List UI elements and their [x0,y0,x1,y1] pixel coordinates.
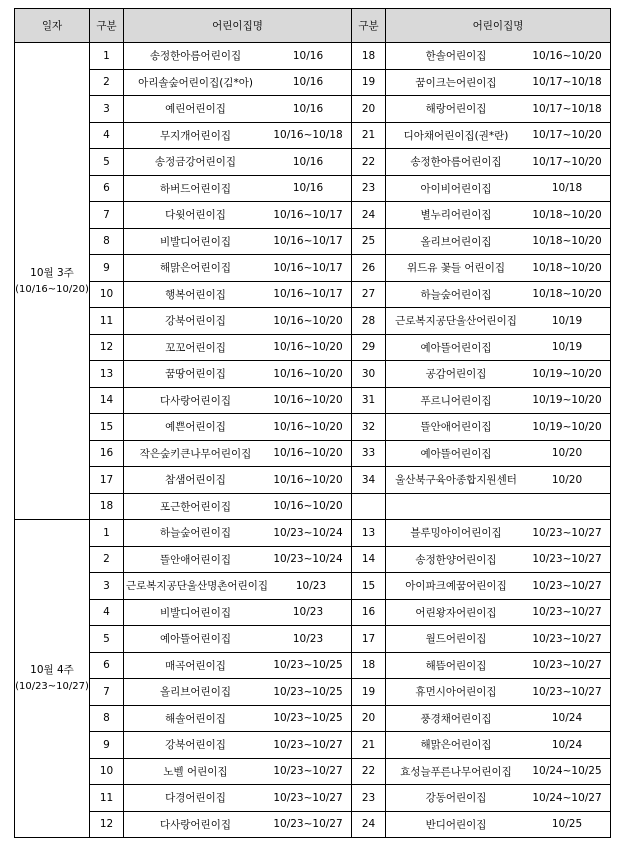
table-row [15,255,611,282]
row-number: 11 [90,785,124,812]
table-row [15,758,611,785]
daycare-name: 위드유 꽃들 어린이집 [407,262,505,275]
daycare-name: 다사랑어린이집 [159,394,231,407]
visit-date: 10/23~10/25 [273,659,343,672]
row-number: 18 [352,652,386,679]
daycare-cell [124,785,352,812]
daycare-name: 해솔어린이집 [165,712,226,725]
daycare-name: 아이비어린이집 [420,182,492,195]
visit-date: 10/16~10/20 [273,420,343,433]
daycare-name: 해맑은어린이집 [420,739,492,752]
daycare-name: 해랑어린이집 [425,103,487,116]
daycare-name: 하늘숲어린이집 [159,527,231,540]
visit-date: 10/16~10/18 [273,129,343,142]
row-number: 15 [90,414,124,441]
row-number: 2 [90,69,124,96]
visit-date: 10/16~10/20 [273,314,343,327]
daycare-name: 효성늘푸른나무어린이집 [400,765,512,778]
visit-date: 10/16~10/20 [532,49,602,62]
row-number: 27 [352,281,386,308]
daycare-name: 해맑은어린이집 [159,262,231,275]
daycare-name: 예아뜰어린이집 [420,341,492,354]
header-name-right: 어린이집명 [386,9,611,43]
visit-date: 10/23 [295,579,327,592]
visit-date: 10/17~10/18 [532,102,602,115]
row-number: 10 [90,758,124,785]
row-number: 18 [90,493,124,520]
header-row [15,9,611,43]
daycare-cell [124,520,352,547]
daycare-cell [386,255,611,282]
daycare-name: 아리솔숲어린이집(김*아) [138,76,253,89]
visit-date: 10/16 [292,76,324,89]
daycare-name: 푸르니어린이집 [420,394,492,407]
visit-date: 10/23~10/25 [273,685,343,698]
daycare-name: 송정한아름어린이집 [149,50,242,63]
visit-date: 10/16~10/20 [273,447,343,460]
daycare-cell [386,334,611,361]
row-number: 3 [90,573,124,600]
daycare-name: 꿈이크는어린이집 [415,76,497,89]
visit-date: 10/18~10/20 [532,235,602,248]
visit-date: 10/17~10/18 [532,76,602,89]
row-number [352,493,386,520]
visit-date: 10/23~10/27 [532,632,602,645]
daycare-name: 강북어린이집 [165,315,226,328]
daycare-cell [386,387,611,414]
week-cell [15,520,90,838]
visit-date: 10/18~10/20 [532,288,602,301]
visit-date: 10/16~10/20 [273,394,343,407]
visit-date: 10/19~10/20 [532,394,602,407]
daycare-cell [124,493,352,520]
visit-date: 10/24~10/25 [532,765,602,778]
daycare-cell [386,281,611,308]
table-row [15,43,611,70]
daycare-cell [386,149,611,176]
row-number: 6 [90,652,124,679]
visit-date: 10/16~10/20 [273,473,343,486]
visit-date: 10/18~10/20 [532,261,602,274]
daycare-cell [124,228,352,255]
table-row [15,599,611,626]
visit-date: 10/23~10/27 [532,526,602,539]
table-row [15,573,611,600]
row-number: 8 [90,228,124,255]
row-number: 33 [352,440,386,467]
visit-date: 10/24~10/27 [532,791,602,804]
row-number: 28 [352,308,386,335]
week-range: (10/16~10/20) [15,283,89,295]
daycare-cell [124,467,352,494]
daycare-name: 포근한어린이집 [159,500,231,513]
daycare-name: 반디어린이집 [425,818,487,831]
schedule-table [14,8,611,838]
table-row [15,467,611,494]
daycare-cell [386,69,611,96]
row-number: 6 [90,175,124,202]
week-label: 10월 3주 [30,266,74,279]
row-number: 9 [90,255,124,282]
visit-date: 10/24 [551,712,583,725]
daycare-cell [124,361,352,388]
daycare-name: 월드어린이집 [425,633,487,646]
daycare-name: 어린왕자어린이집 [415,606,497,619]
visit-date: 10/17~10/20 [532,155,602,168]
row-number: 9 [90,732,124,759]
visit-date: 10/23~10/27 [532,553,602,566]
daycare-name: 별누리어린이집 [420,209,492,222]
daycare-name: 작은숲키큰나무어린이집 [139,447,252,460]
daycare-name: 다경어린이집 [165,792,226,805]
row-number: 25 [352,228,386,255]
row-number: 7 [90,679,124,706]
table-row [15,361,611,388]
visit-date: 10/16 [292,49,324,62]
table-row [15,705,611,732]
daycare-name: 뜰안애어린이집 [159,553,231,566]
daycare-name: 예린어린이집 [165,103,226,116]
visit-date: 10/23~10/27 [273,791,343,804]
table-row [15,96,611,123]
table-row [15,626,611,653]
daycare-cell [124,546,352,573]
daycare-name: 꼬꼬어린이집 [165,341,226,354]
daycare-cell [386,43,611,70]
row-number: 20 [352,96,386,123]
row-number: 10 [90,281,124,308]
row-number: 17 [90,467,124,494]
row-number: 18 [352,43,386,70]
row-number: 12 [90,811,124,838]
daycare-cell [386,440,611,467]
visit-date: 10/23 [292,632,324,645]
row-number: 8 [90,705,124,732]
daycare-name: 예아뜰어린이집 [159,633,231,646]
visit-date: 10/16~10/17 [273,261,343,274]
daycare-cell [386,546,611,573]
row-number: 30 [352,361,386,388]
row-number: 16 [90,440,124,467]
visit-date: 10/16 [292,182,324,195]
row-number: 24 [352,202,386,229]
daycare-name: 매곡어린이집 [165,659,226,672]
table-row [15,69,611,96]
daycare-cell [386,732,611,759]
row-number: 22 [352,149,386,176]
table-row [15,387,611,414]
row-number: 3 [90,96,124,123]
daycare-cell [386,202,611,229]
daycare-cell [124,705,352,732]
daycare-cell [386,652,611,679]
visit-date: 10/23~10/25 [273,712,343,725]
row-number: 23 [352,785,386,812]
daycare-name: 강동어린이집 [425,792,487,805]
daycare-name: 송정한아름어린이집 [410,156,502,169]
daycare-cell [124,414,352,441]
row-number: 2 [90,546,124,573]
visit-date: 10/23~10/27 [532,685,602,698]
daycare-name: 블루밍아이어린이집 [410,527,502,540]
daycare-cell [124,652,352,679]
week-label: 10월 4주 [30,664,74,676]
daycare-cell [124,69,352,96]
daycare-cell [386,414,611,441]
visit-date: 10/18~10/20 [532,208,602,221]
row-number: 31 [352,387,386,414]
row-number: 1 [90,520,124,547]
daycare-name: 하늘숲어린이집 [420,288,492,301]
daycare-cell [124,175,352,202]
visit-date: 10/23~10/27 [532,659,602,672]
daycare-name: 디아채어린이집(권*란) [403,129,509,142]
visit-date: 10/24 [551,738,583,751]
daycare-name: 참샘어린이집 [165,474,226,487]
table-row [15,785,611,812]
daycare-name: 해뜸어린이집 [425,659,487,672]
daycare-cell [386,228,611,255]
visit-date: 10/19 [551,341,583,354]
table-row [15,149,611,176]
visit-date: 10/16 [292,155,324,168]
table-row [15,546,611,573]
daycare-name: 아이파크예꿈어린이집 [405,580,507,593]
visit-date: 10/23~10/24 [273,526,343,539]
visit-date: 10/23~10/27 [273,738,343,751]
row-number: 11 [90,308,124,335]
daycare-cell [386,493,611,520]
daycare-cell [124,202,352,229]
daycare-cell [386,361,611,388]
daycare-name: 울산북구육아종합지원센터 [395,474,517,487]
daycare-cell [386,573,611,600]
visit-date: 10/16~10/17 [273,288,343,301]
daycare-name: 행복어린이집 [165,288,226,301]
daycare-name: 휴먼시아어린이집 [415,686,497,699]
schedule-body [15,43,611,838]
table-row [15,652,611,679]
row-number: 4 [90,599,124,626]
header-name-left: 어린이집명 [124,9,352,43]
daycare-name: 다사랑어린이집 [159,818,231,831]
daycare-cell [386,626,611,653]
row-number: 12 [90,334,124,361]
daycare-cell [386,520,611,547]
daycare-name: 노벨 어린이집 [163,765,228,778]
daycare-cell [124,149,352,176]
daycare-name: 꿈땅어린이집 [165,368,226,381]
daycare-cell [386,811,611,838]
row-number: 26 [352,255,386,282]
row-number: 15 [352,573,386,600]
table-row [15,414,611,441]
row-number: 5 [90,149,124,176]
visit-date: 10/20 [551,447,583,460]
row-number: 13 [90,361,124,388]
visit-date: 10/16~10/20 [273,500,343,513]
table-row [15,202,611,229]
daycare-cell [124,334,352,361]
header-date: 일자 [15,9,90,43]
visit-date: 10/23~10/27 [273,818,343,831]
daycare-name: 송정금강어린이집 [154,156,237,169]
table-row [15,334,611,361]
table-row [15,493,611,520]
daycare-cell [124,626,352,653]
visit-date: 10/16~10/20 [273,367,343,380]
visit-date: 10/23~10/27 [532,579,602,592]
daycare-cell [124,255,352,282]
row-number: 21 [352,732,386,759]
week-cell [15,43,90,520]
daycare-name: 풍경채어린이집 [420,712,492,725]
daycare-cell [124,308,352,335]
daycare-cell [124,732,352,759]
daycare-name: 비발디어린이집 [159,235,231,248]
daycare-cell [124,440,352,467]
week-range: (10/23~10/27) [15,681,89,692]
daycare-cell [124,599,352,626]
table-row [15,122,611,149]
daycare-name: 무지개어린이집 [159,129,231,142]
row-number: 19 [352,679,386,706]
table-row [15,228,611,255]
row-number: 17 [352,626,386,653]
row-number: 14 [352,546,386,573]
row-number: 24 [352,811,386,838]
daycare-cell [124,281,352,308]
daycare-name: 근로복지공단울산어린이집 [395,315,517,328]
daycare-cell [386,467,611,494]
daycare-cell [124,573,352,600]
visit-date: 10/23~10/24 [273,553,343,566]
row-number: 23 [352,175,386,202]
daycare-cell [124,122,352,149]
row-number: 21 [352,122,386,149]
daycare-cell [386,679,611,706]
daycare-name: 다윗어린이집 [165,209,226,222]
daycare-name: 하버드어린이집 [159,182,231,195]
table-row [15,520,611,547]
daycare-name: 뜰안애어린이집 [420,421,492,434]
header-type-right: 구분 [352,9,386,43]
table-row [15,732,611,759]
table-row [15,811,611,838]
row-number: 14 [90,387,124,414]
row-number: 7 [90,202,124,229]
visit-date: 10/19~10/20 [532,367,602,380]
row-number: 5 [90,626,124,653]
daycare-name: 강북어린이집 [165,739,226,752]
daycare-name: 근로복지공단울산명촌어린이집 [126,580,269,593]
visit-date: 10/16~10/20 [273,341,343,354]
visit-date: 10/16 [292,102,324,115]
daycare-cell [386,308,611,335]
daycare-name: 송정한양어린이집 [415,553,497,566]
daycare-cell [124,43,352,70]
daycare-cell [386,96,611,123]
visit-date: 10/19 [551,314,583,327]
daycare-cell [386,758,611,785]
visit-date: 10/17~10/20 [532,129,602,142]
row-number: 1 [90,43,124,70]
daycare-name: 올리브어린이집 [420,235,492,248]
table-row [15,440,611,467]
daycare-name: 공감어린이집 [425,368,487,381]
header-type-left: 구분 [90,9,124,43]
daycare-cell [386,175,611,202]
row-number: 4 [90,122,124,149]
daycare-cell [386,122,611,149]
daycare-cell [124,758,352,785]
visit-date: 10/16~10/17 [273,235,343,248]
visit-date: 10/16~10/17 [273,208,343,221]
daycare-name: 한솔어린이집 [425,50,487,63]
visit-date: 10/25 [551,818,583,831]
row-number: 13 [352,520,386,547]
visit-date: 10/20 [551,473,583,486]
row-number: 22 [352,758,386,785]
daycare-name: 비발디어린이집 [159,606,231,619]
daycare-cell [124,96,352,123]
table-row [15,175,611,202]
table-row [15,679,611,706]
row-number: 16 [352,599,386,626]
visit-date: 10/19~10/20 [532,420,602,433]
daycare-cell [386,705,611,732]
daycare-cell [386,785,611,812]
visit-date: 10/23~10/27 [273,765,343,778]
row-number: 20 [352,705,386,732]
row-number: 19 [352,69,386,96]
daycare-name: 예쁜어린이집 [165,421,226,434]
daycare-cell [124,679,352,706]
row-number: 32 [352,414,386,441]
daycare-name: 예아뜰어린이집 [420,447,492,460]
table-row [15,281,611,308]
row-number: 29 [352,334,386,361]
daycare-cell [124,387,352,414]
visit-date: 10/18 [551,182,583,195]
daycare-cell [386,599,611,626]
daycare-cell [124,811,352,838]
row-number: 34 [352,467,386,494]
daycare-name: 올리브어린이집 [159,686,231,699]
table-row [15,308,611,335]
visit-date: 10/23 [292,606,324,619]
visit-date: 10/23~10/27 [532,606,602,619]
